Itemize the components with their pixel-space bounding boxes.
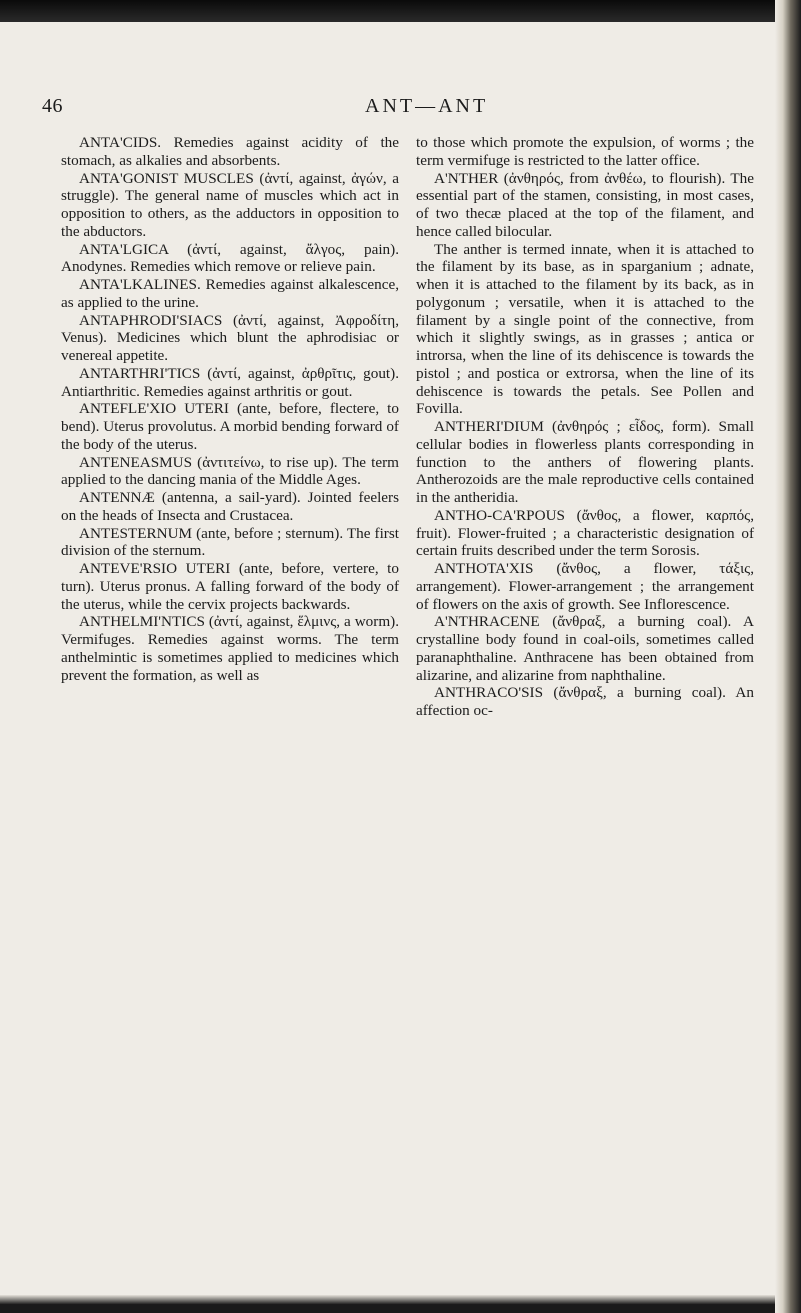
entry-antacids: ANTA'CIDS. Remedies against acidity of the stomach, as alkalies and absorbents.	[61, 134, 399, 169]
entry-antalkalines: ANTA'LKALINES. Remedies against alkalescence, as applied to the urine.	[61, 276, 399, 311]
entry-anthotaxis: ANTHOTA'XIS (ἄνθος, a flower, τάξις, arrangement). Flower-arrangement ; the arrangement of flowers on the axis of growth. See Inflorescence.	[416, 560, 754, 613]
entry-antesternum: ANTESTERNUM (ante, before ; sternum). The first division of the sternum.	[61, 524, 399, 560]
entry-antaphrodisiacs: ANTAPHRODI'SIACS (ἀντί, against, Ἀφροδίτη, Venus). Medicines which blunt the aphrodisiac or venereal appetite.	[61, 311, 399, 364]
page-number: 46	[42, 95, 63, 117]
entry-antho-carpous: ANTHO-CA'RPOUS (ἄνθος, a flower, καρπός, fruit). Flower-fruited ; a characteristic designation of certain fruits described under the term Sorosis.	[416, 506, 754, 560]
entry-anthracene: A'NTHRACENE (ἄνθραξ, a burning coal). A crystalline body found in coal-oils, sometimes called paranaphthaline. Anthracene has been obtained from alizarine, and alizarine from naphthaline.	[416, 613, 754, 684]
entry-anthelmintics: ANTHELMI'NTICS (ἀντί, against, ἕλμινς, a worm). Vermifuges. Remedies against worms. The term anthelmintic is sometimes applied to medicines which prevent the formation, as well as	[61, 613, 399, 684]
entry-anthelmintics-continued: to those which promote the expulsion, of worms ; the term vermifuge is restricted to the latter office.	[416, 134, 754, 169]
entry-antennae: ANTENNÆ (antenna, a sail-yard). Jointed feelers on the heads of Insecta and Crustacea.	[61, 489, 399, 524]
entry-antheridium: ANTHERI'DIUM (ἀνθηρός ; εἶδος, form). Small cellular bodies in flowerless plants corresponding in function to the anthers of flowering plants. Antherozoids are the male reproductive cells contained in the antheridia.	[416, 418, 754, 506]
left-column	[61, 134, 399, 684]
entry-antalgica: ANTA'LGICA (ἀντί, against, ἄλγος, pain). Anodynes. Remedies which remove or relieve pain.	[61, 240, 399, 276]
entry-anteversio-uteri: ANTEVE'RSIO UTERI (ante, before, vertere, to turn). Uterus pronus. A falling forward of the body of the uterus, while the cervix projects backwards.	[61, 560, 399, 613]
entry-anteflexio-uteri: ANTEFLE'XIO UTERI (ante, before, flectere, to bend). Uterus provolutus. A morbid bending forward of the body of the uterus.	[61, 400, 399, 453]
entry-antarthritics: ANTARTHRI'TICS (ἀντί, against, ἀρθρῖτις, gout). Antiarthritic. Remedies against arthritis or gout.	[61, 364, 399, 400]
entry-antagonist-muscles: ANTA'GONIST MUSCLES (ἀντί, against, ἀγών, a struggle). The general name of muscles which act in opposition to others, as the adductors in opposition to the abductors.	[61, 169, 399, 240]
running-head: ANT—ANT	[365, 95, 489, 117]
right-column	[416, 134, 754, 720]
scan-right-edge	[775, 0, 801, 1313]
entry-anther-types: The anther is termed innate, when it is attached to the filament by its base, as in sparganium ; adnate, when it is attached to the filament by its back, as in polygonum ; versatile, when it is attached to the filament by a single point of the connective, from which it slightly swings, as in grasses ; antica or introrsa, when the line of its dehiscence is towards the pistol ; and postica or extrorsa, when the line of its dehiscence is towards the petals. See Pollen and Fovilla.	[416, 240, 754, 418]
entry-anteneasmus: ANTENEASMUS (ἀντιτείνω, to rise up). The term applied to the dancing mania of the Middle Ages.	[61, 453, 399, 489]
scan-top-edge	[0, 0, 790, 22]
scan-bottom-edge	[0, 1295, 790, 1305]
page-header	[0, 95, 790, 125]
entry-anther: A'NTHER (ἀνθηρός, from ἀνθέω, to flourish). The essential part of the stamen, consisting, in most cases, of two thecæ placed at the top of the filament, and hence called bilocular.	[416, 169, 754, 240]
entry-anthracosis: ANTHRACO'SIS (ἄνθραξ, a burning coal). An affection oc-	[416, 684, 754, 719]
